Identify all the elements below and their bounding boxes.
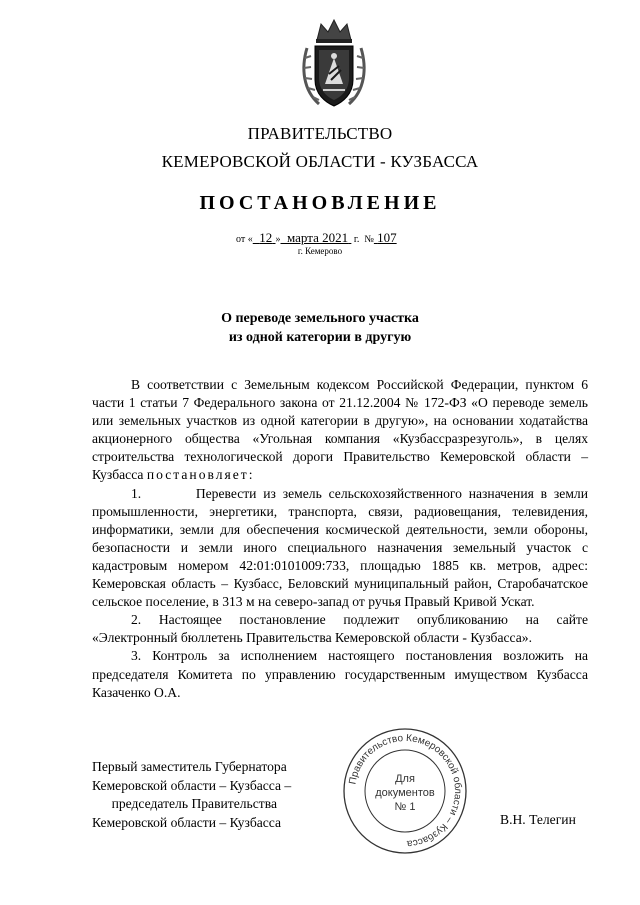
government-title-line2: КЕМЕРОВСКОЙ ОБЛАСТИ - КУЗБАССА	[161, 152, 479, 171]
signatory-title	[92, 758, 291, 832]
signatory-line2: Кемеровской области – Кузбасса –	[92, 777, 292, 793]
stamp-center-line2: документов	[375, 787, 435, 799]
signatory-line4: Кемеровской области – Кузбасса	[92, 814, 282, 830]
stamp-center-line3: № 1	[394, 801, 416, 813]
subject-line1: О переводе земельного участка	[221, 311, 419, 326]
date-month-year: марта 2021	[287, 230, 349, 245]
date-year-suffix: г. №	[353, 234, 374, 245]
signatory-line1: Первый заместитель Губернатора	[92, 759, 287, 774]
item-3-paragraph: 3. Контроль за исполнением настоящего постановления возложить на председателя Комитета по управлению государственным имуществом Кузбасса Казаченко О.А.	[92, 648, 588, 700]
date-prefix: от «	[236, 234, 253, 245]
item-1-number: 1.	[131, 485, 142, 501]
item-2-paragraph: 2. Настоящее постановление подлежит опубликованию на сайте «Электронный бюллетень Правительства Кемеровской области - Кузбасса».	[92, 612, 588, 646]
city-label: г. Кемерово	[297, 246, 343, 256]
resolves-word: постановляет:	[146, 467, 255, 483]
signer-name: В.Н. Телегин	[500, 812, 576, 827]
decree-number: 107	[377, 230, 397, 245]
item-1-paragraph	[92, 485, 588, 612]
document-type-heading: ПОСТАНОВЛЕНИЕ	[199, 192, 441, 214]
government-title-line1: ПРАВИТЕЛЬСТВО	[247, 124, 393, 143]
stamp-ring-text: Правительство Кемеровской области – Кузбасса	[347, 732, 464, 850]
stamp-center-line1: Для	[395, 773, 415, 785]
decree-body	[92, 376, 588, 702]
subject-line2: из одной категории в другую	[228, 330, 412, 345]
date-day: 12	[259, 230, 273, 245]
date-day-close: »	[275, 234, 281, 245]
decree-dateline	[236, 230, 397, 246]
item-1-text: Перевести из земель сельскохозяйственного назначения в земли промышленности, энергетики, транспорта, связи, радиовещания, телевидения, информатики, земли для обеспечения космической деятельности, земли обороны, безопасности и земли иного специального назначения земельный участок с кадастровым номером 42:01:0101009:733, площадью 1885 кв. метров, адрес: Кемеровская область – Кузбасс, Беловский муниципальный район, Старобачатское сельское поселение, в 313 м на северо-запад от ручья Правый Кривой Ускат.	[92, 485, 588, 610]
coat-of-arms-emblem	[299, 18, 369, 110]
official-stamp	[341, 726, 469, 856]
preamble-paragraph: В соответствии с Земельным кодексом Российской Федерации, пунктом 6 части 1 статьи 7 Федерального закона от 21.12.2004 № 172-ФЗ «О переводе земель или земельных участков из одной категории в другую», на основании ходатайства акционерного общества «Угольная компания «Кузбассразрезуголь», в целях строительства технологической дороги Правительство Кемеровской области – Кузбасса постановляет:	[92, 377, 588, 483]
signatory-line3: председатель Правительства	[111, 796, 277, 811]
